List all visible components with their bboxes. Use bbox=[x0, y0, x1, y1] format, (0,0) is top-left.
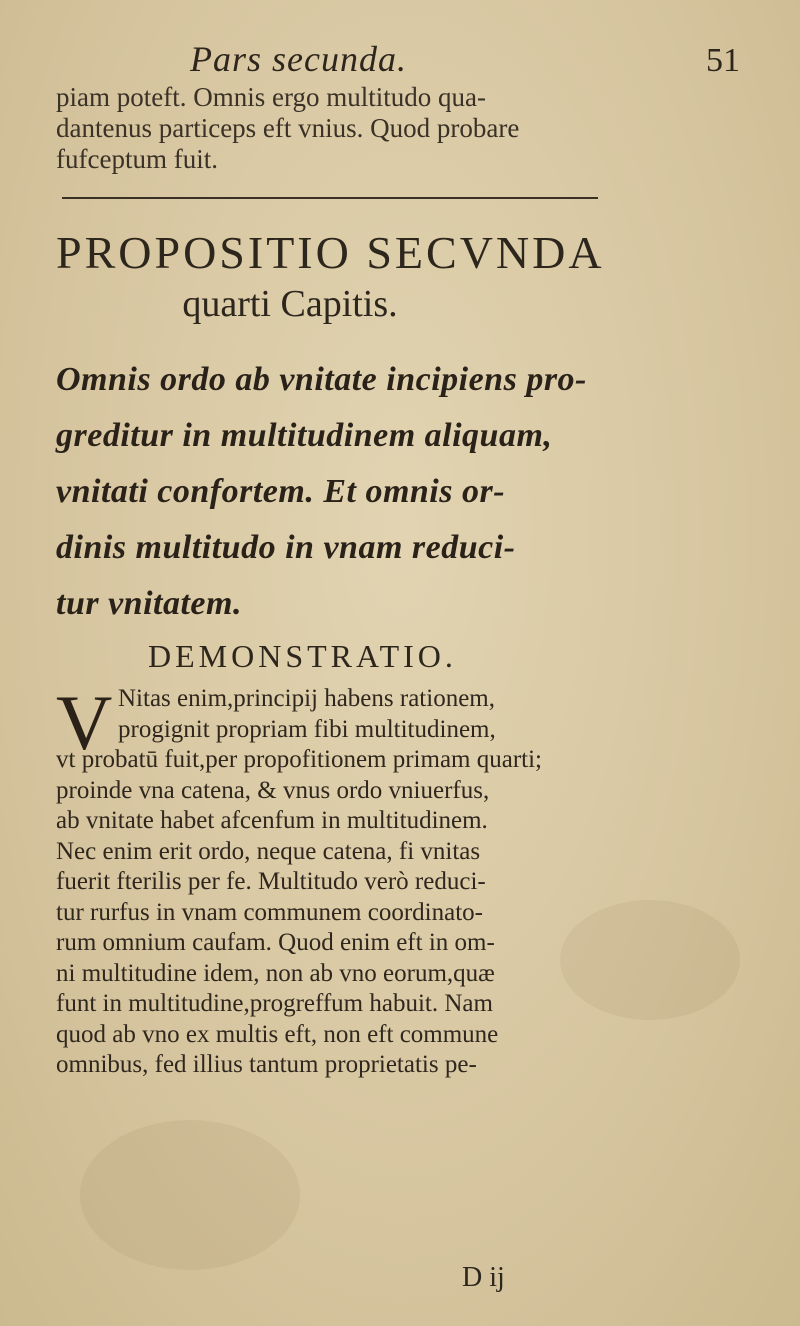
intro-paragraph bbox=[56, 82, 756, 175]
proposition-line: tur vnitatem. bbox=[56, 585, 242, 622]
running-head: Pars secunda. bbox=[190, 39, 407, 79]
body-line: tur rurfus in vnam communem coordinato- bbox=[56, 898, 483, 926]
body-line: Nec enim erit ordo, neque catena, fi vnitas bbox=[56, 837, 481, 865]
proposition-line: dinis multitudo in vnam reduci- bbox=[56, 529, 516, 566]
proposition-line: greditur in multitudinem aliquam, bbox=[56, 417, 553, 454]
demonstratio-body bbox=[56, 679, 756, 1081]
section-rule bbox=[62, 197, 598, 199]
page-header bbox=[0, 38, 800, 78]
page-number: 51 bbox=[706, 42, 740, 79]
body-line: funt in multitudine,progreffum habuit. Nam bbox=[56, 990, 493, 1017]
text-line: dantenus particeps eft vnius. Quod probare bbox=[56, 113, 520, 143]
body-line: ni multitudine idem, non ab vno eorum,quæ bbox=[56, 959, 495, 987]
body-line: quod ab vno ex multis eft, non eft commune bbox=[56, 1020, 499, 1048]
subheading-text: quarti Capitis. bbox=[182, 283, 398, 325]
text-line: fufceptum fuit. bbox=[56, 144, 218, 174]
body-line: fuerit fterilis per fe. Multitudo verò reduci- bbox=[56, 868, 486, 895]
body-line: progignit propriam fibi multitudinem, bbox=[118, 715, 496, 743]
body-line: ab vnitate habet afcenfum in multitudinem. bbox=[56, 807, 488, 834]
proposition-statement bbox=[56, 352, 756, 632]
body-line: vt probatū fuit,per propofitionem primam quarti; bbox=[56, 746, 542, 773]
body-line: Nitas enim,principij habens rationem, bbox=[118, 685, 495, 712]
proposition-line: vnitati confortem. Et omnis or- bbox=[56, 473, 506, 510]
body-line: rum omnium caufam. Quod enim eft in om- bbox=[56, 929, 495, 956]
body-line: proinde vna catena, & vnus ordo vniuerfus, bbox=[56, 776, 490, 804]
signature-mark: D ij bbox=[462, 1262, 505, 1293]
body-line: omnibus, fed illius tantum proprietatis pe- bbox=[56, 1051, 477, 1078]
proposition-subheading bbox=[0, 282, 800, 326]
demonstratio-title: DEMONSTRATIO. bbox=[148, 638, 457, 674]
proposition-heading: PROPOSITIO SECVNDA bbox=[56, 227, 605, 278]
drop-capital: V bbox=[56, 679, 113, 766]
text-line: piam poteft. Omnis ergo multitudo qua- bbox=[56, 82, 486, 112]
proposition-line: Omnis ordo ab vnitate incipiens pro- bbox=[56, 361, 587, 398]
